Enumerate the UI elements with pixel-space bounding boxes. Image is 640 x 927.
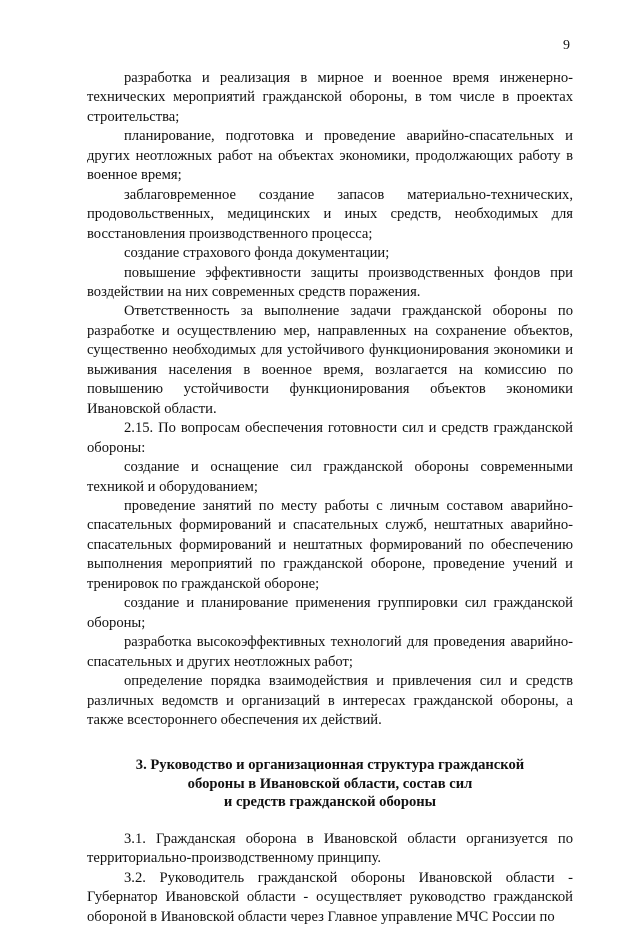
document-body <box>87 69 573 927</box>
paragraph: планирование, подготовка и проведение аварийно-спасательных и других неотложных работ на объектах экономики, продолжающих работу в военное время; <box>87 128 573 184</box>
section-heading <box>87 756 573 812</box>
section-heading-line: обороны в Ивановской области, состав сил <box>187 775 473 792</box>
paragraph: 3.2. Руководитель гражданской обороны Ивановской области - Губернатор Ивановской области - осуществляет руководство гражданской обороной в Ивановской области через Главное управление МЧС России по <box>87 869 573 925</box>
paragraph: 2.15. По вопросам обеспечения готовности сил и средств гражданской обороны: <box>87 420 573 456</box>
paragraph: создание страхового фонда документации; <box>124 245 390 262</box>
paragraph: разработка и реализация в мирное и военное время инженерно-технических мероприятий гражданской обороны, в том числе в проектах строительства; <box>87 70 573 125</box>
paragraph: повышение эффективности защиты производственных фондов при воздействии на них современных средств поражения. <box>87 264 573 300</box>
paragraph: проведение занятий по месту работы с личным составом аварийно-спасательных формирований и спасательных служб, нештатных аварийно-спасательных формирований и нештатных формирований по обеспечению выполнения мероприятий по гражданской обороне, проведение учений и тренировок по гражданской обороне; <box>87 497 573 592</box>
paragraph: определение порядка взаимодействия и привлечения сил и средств различных ведомств и организаций в интересах гражданской обороны, а также всестороннего обеспечения их действий. <box>87 673 573 728</box>
page-number: 9 <box>563 38 570 53</box>
section-heading-line: и средств гражданской обороны <box>223 794 437 811</box>
paragraph: создание и оснащение сил гражданской обороны современными техникой и оборудованием; <box>87 459 573 495</box>
paragraph: создание и планирование применения группировки сил гражданской обороны; <box>87 595 573 631</box>
paragraph: разработка высокоэффективных технологий для проведения аварийно-спасательных и других неотложных работ; <box>87 634 573 670</box>
section-heading-line: 3. Руководство и организационная структура гражданской <box>135 757 525 774</box>
paragraph: Ответственность за выполнение задачи гражданской обороны по разработке и осуществлению мер, направленных на сохранение объектов, существенно необходимых для устойчивого функционирования экономики и выживания населения в военное время, возлагается на комиссию по повышению устойчивости функционирования объектов экономики Ивановской области. <box>87 303 573 417</box>
paragraph: заблаговременное создание запасов материально-технических, продовольственных, медицинских и иных средств, необходимых для восстановления производственного процесса; <box>87 186 573 242</box>
paragraph: 3.1. Гражданская оборона в Ивановской области организуется по территориально-производственному принципу. <box>87 830 573 867</box>
